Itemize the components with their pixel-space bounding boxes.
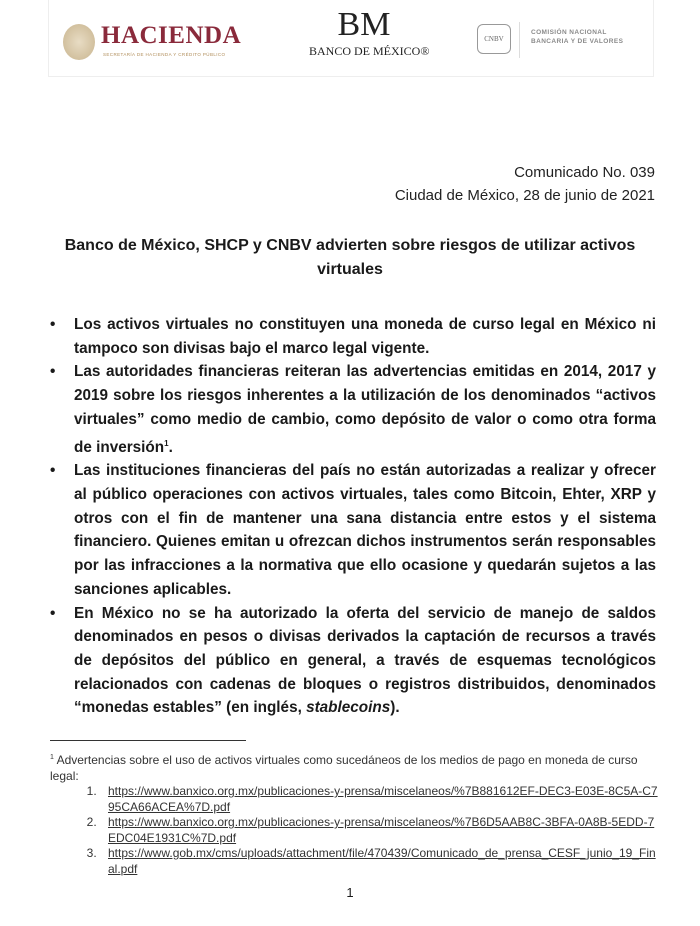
banxico-monogram: BM <box>337 6 391 43</box>
bullet-text-end: ). <box>390 699 400 717</box>
hacienda-name: HACIENDA <box>101 22 242 49</box>
page-number: 1 <box>346 885 354 900</box>
bullet-item <box>50 313 656 360</box>
footnote-link-item <box>100 784 660 815</box>
footnote-mark: 1 <box>50 754 54 761</box>
letterhead <box>48 0 654 77</box>
cnbv-name <box>531 28 623 46</box>
divider <box>519 22 520 58</box>
bullet-text: Las autoridades financieras reiteran las advertencias emitidas en 2014, 2017 y 2019 sobre los riesgos inherentes a la utilización de los denominados “activos virtuales” como medio de cambio, como depósito de valor o como otra forma de inversión <box>74 363 656 456</box>
place-date: Ciudad de México, 28 de junio de 2021 <box>394 187 655 204</box>
footnote <box>50 750 660 877</box>
bullet-text: Las instituciones financieras del país no están autorizadas a realizar y ofrecer al público operaciones con activos virtuales, tales como Bitcoin, Ehter, XRP y otros con el fin de mantener una sana distancia entre estos y el sistema financiero. Quienes emitan u ofrezcan dichos instrumentos serán responsables por las infracciones a la normativa que ello ocasione y quedarán sujetos a las sanciones aplicables. <box>74 462 656 598</box>
bullet-text: En México no se ha autorizado la oferta del servicio de manejo de saldos denominados en pesos o divisas derivados la captación de recursos a través de depósitos del público en general, a través de esquemas tecnológicos relacionados con cadenas de bloques o registros distribuidos, denominados “monedas estables” (en inglés, <box>74 604 656 717</box>
footnote-link-item <box>100 815 660 846</box>
footnote-links <box>50 784 660 877</box>
footnote-link-item <box>100 846 660 877</box>
bullet-item <box>50 459 656 601</box>
bullet-item: • Las autoridades financieras reiteran las advertencias emitidas en 2014, 2017 y 2019 sobre los riesgos inherentes a la utilización de los denominados “activos virtuales” como medio de cambio, como depósito de valor o como otra forma de inversión$^1$. <box>50 360 656 459</box>
bullet-item <box>50 602 656 721</box>
cnbv-line2: BANCARIA Y DE VALORES <box>531 38 624 45</box>
footnote-link[interactable]: https://www.banxico.org.mx/publicaciones-y-prensa/miscelaneos/%7B881612EF-DEC3-E03E-8C5A-C795CA66ACEA%7D.pdf <box>108 784 658 814</box>
bullet-icon: • <box>50 604 56 622</box>
bullet-icon: • <box>50 363 56 381</box>
footnote-reference[interactable]: 1 <box>164 438 169 448</box>
footnote-link[interactable]: https://www.banxico.org.mx/publicaciones-y-prensa/miscelaneos/%7B6D5AAB8C-3BFA-0A8B-5EDD-7EDC04E1931C%7D.pdf <box>108 815 655 845</box>
bullet-text: Los activos virtuales no constituyen una moneda de curso legal en México ni tampoco son divisas bajo el marco legal vigente. <box>74 316 656 357</box>
cnbv-badge-icon: CNBV <box>477 24 511 54</box>
footnote-link[interactable]: https://www.gob.mx/cms/uploads/attachment/file/470439/Comunicado_de_prensa_CESF_junio_19_Final.pdf <box>108 846 656 876</box>
document-title: Banco de México, SHCP y CNBV advierten sobre riesgos de utilizar activos virtuales <box>64 237 636 278</box>
cnbv-line1: COMISIÓN NACIONAL <box>531 29 607 36</box>
footnote-text: Advertencias sobre el uso de activos virtuales como sucedáneos de los medios de pago en moneda de curso legal: <box>50 753 638 783</box>
footnote-separator <box>50 740 246 741</box>
banxico-name: BANCO DE MÉXICO® <box>309 44 430 58</box>
banxico-logo <box>309 6 430 59</box>
bullet-list <box>50 313 656 720</box>
bullet-icon: • <box>50 316 56 333</box>
bullet-icon: • <box>50 462 56 480</box>
national-seal-icon <box>63 24 95 60</box>
communique-number: Comunicado No. 039 <box>514 164 655 181</box>
bullet-italic-term: stablecoins <box>306 699 391 717</box>
hacienda-subtitle: SECRETARÍA DE HACIENDA Y CRÉDITO PÚBLICO <box>103 52 226 57</box>
